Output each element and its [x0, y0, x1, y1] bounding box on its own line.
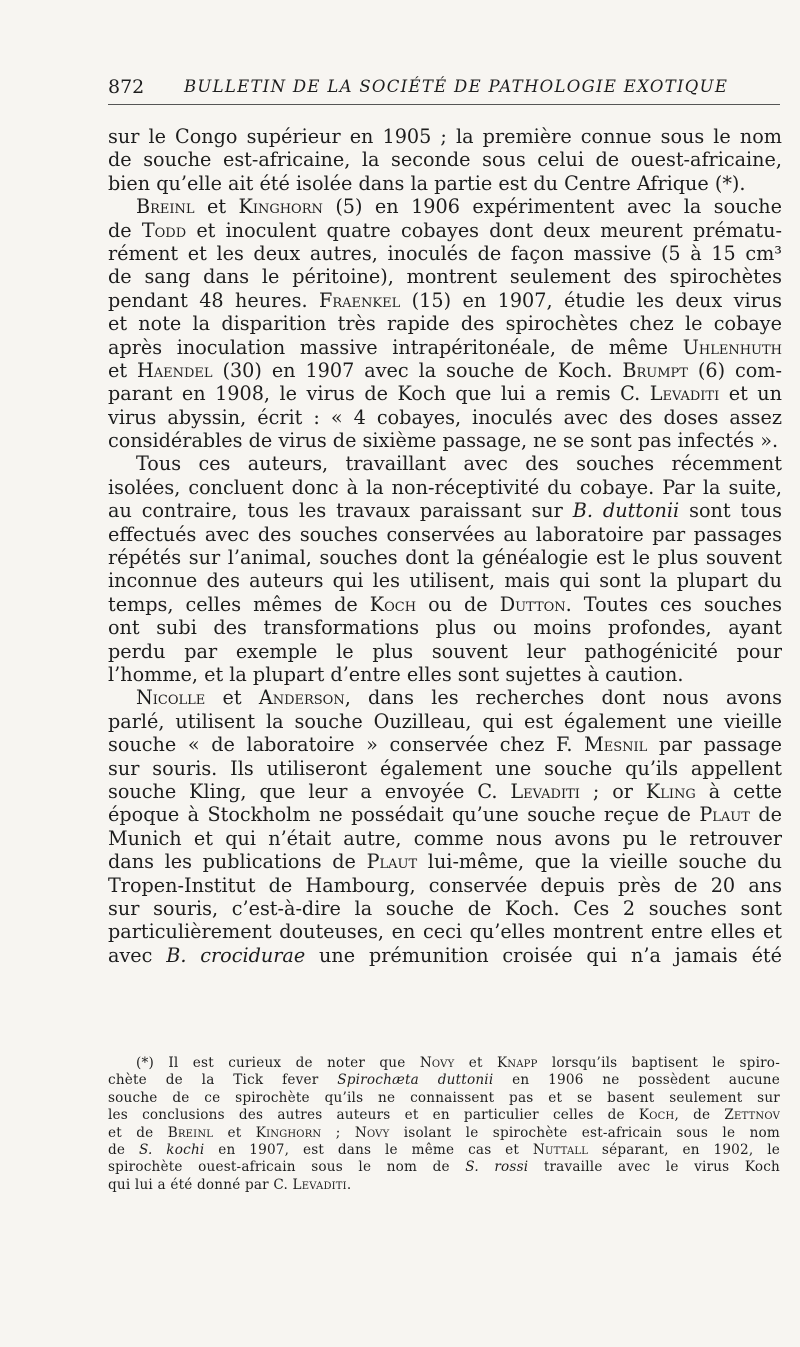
- text-run: Tous ces auteurs, travaillant avec des souches récemment: [136, 452, 782, 476]
- text-line: [108, 663, 782, 686]
- author-name: Todd: [141, 218, 187, 242]
- text-run: perdu par exemple le plus souvent leur pathogénicité pour: [108, 639, 782, 663]
- text-run: inconnue des auteurs qui les utilisent, mais qui sont la plupart du: [108, 569, 782, 593]
- author-name: Plaut: [366, 850, 418, 874]
- text-run: particulièrement douteuses, en ceci qu’elles montrent entre elles et: [108, 920, 782, 944]
- text-line: [108, 710, 782, 733]
- text-run: et inoculent quatre cobayes dont deux meurent prématu-: [186, 218, 782, 242]
- text-run: Tropen-Institut de Hambourg, conservée depuis près de 20 ans: [108, 873, 782, 897]
- text-run: de: [108, 1141, 139, 1158]
- text-line: [108, 406, 782, 429]
- text-run: dans les publications de: [108, 850, 367, 874]
- text-run: effectués avec des souches conservées au laboratoire par passages: [108, 522, 782, 546]
- text-line: [108, 780, 782, 803]
- text-line: [108, 499, 782, 522]
- text-run: qui lui a été donné par C.: [108, 1176, 293, 1193]
- author-name: Breinl: [167, 1124, 214, 1141]
- text-run: bien qu’elle ait été isolée dans la partie est du Centre Afrique (*).: [108, 171, 746, 195]
- text-run: sur souris, c’est-à-dire la souche de Koch. Ces 2 souches sont: [108, 896, 782, 920]
- text-run: sont tous: [679, 499, 782, 523]
- author-name: Levaditi: [292, 1176, 347, 1193]
- author-name: Nicolle: [136, 686, 206, 710]
- author-name: Uhlenhuth: [682, 335, 782, 359]
- text-run: les conclusions des autres auteurs et en particulier celles de: [108, 1107, 639, 1124]
- author-name: Koch: [638, 1107, 675, 1124]
- author-name: Novy: [419, 1055, 455, 1071]
- text-run: (5) en 1906 expérimentent avec la souche: [322, 195, 782, 219]
- author-name: Koch: [369, 592, 417, 616]
- text-run: sur souris. Ils utiliseront également une souche qu’ils appellent: [108, 756, 782, 780]
- text-line: [108, 897, 782, 920]
- text-run: virus abyssin, écrit : « 4 cobayes, inoculés avec des doses assez: [108, 405, 782, 429]
- species-name: B. crocidurae: [166, 943, 306, 967]
- author-name: Zettnov: [724, 1107, 780, 1124]
- text-run: de: [108, 218, 142, 242]
- text-run: (*) Il est curieux de noter que: [136, 1055, 420, 1071]
- page-number: 872: [108, 76, 145, 98]
- text-run: isolant le spirochète est-africain sous le nom: [389, 1124, 780, 1141]
- text-line: [108, 850, 782, 873]
- text-run: parant en 1908, le virus de Koch que lui a remis C.: [108, 382, 650, 406]
- text-line: [108, 219, 782, 242]
- text-run: répétés sur l’animal, souches dont la généalogie est le plus souvent: [108, 546, 782, 570]
- species-name: S. rossi: [465, 1159, 529, 1176]
- text-run: sur le Congo supérieur en 1905 ; la première connue sous le nom: [108, 125, 782, 148]
- footnote-line: [108, 1055, 780, 1072]
- text-run: temps, celles mêmes de: [108, 592, 370, 616]
- text-run: lorsqu’ils baptisent le spiro-: [537, 1055, 780, 1071]
- text-run: souche Kling, que leur a envoyée C.: [108, 779, 511, 803]
- author-name: Novy: [354, 1124, 390, 1141]
- text-run: en 1907, est dans le même cas et: [204, 1141, 533, 1158]
- text-run: l’homme, et la plupart d’entre elles sont sujettes à caution.: [108, 662, 684, 686]
- text-line: [108, 944, 782, 967]
- species-name: B. duttonii: [572, 499, 680, 523]
- text-run: .: [346, 1176, 352, 1193]
- text-run: , de: [674, 1107, 725, 1124]
- text-line: [108, 757, 782, 780]
- text-line: [108, 874, 782, 897]
- text-run: époque à Stockholm ne possédait qu’une souche reçue de: [108, 803, 700, 827]
- text-run: rément et les deux autres, inoculés de façon massive (5 à 15 cm³: [108, 241, 782, 265]
- text-run: Munich et qui n’était autre, comme nous avons pu le retrouver: [108, 826, 782, 850]
- footnote-line: [108, 1159, 780, 1176]
- author-name: Knapp: [496, 1055, 538, 1071]
- text-run: souche « de laboratoire » conservée chez F.: [108, 733, 585, 757]
- author-name: Haendel: [137, 358, 213, 382]
- text-run: avec: [108, 943, 167, 967]
- text-line: [108, 172, 782, 195]
- text-line: [108, 429, 782, 452]
- footnote-line: [108, 1090, 780, 1107]
- text-line: [108, 569, 782, 592]
- author-name: Breinl: [136, 195, 195, 219]
- author-name: Dutton: [499, 592, 566, 616]
- text-line: [108, 242, 782, 265]
- text-run: ont subi des transformations plus ou moins profondes, ayant: [108, 616, 782, 640]
- footnote-line: [108, 1125, 780, 1142]
- text-run: par passage: [647, 733, 782, 757]
- footnote: [108, 1055, 780, 1194]
- text-run: et de: [108, 1124, 168, 1141]
- text-run: à cette: [695, 779, 782, 803]
- text-line: [108, 546, 782, 569]
- author-name: Levaditi: [510, 779, 580, 803]
- text-run: après inoculation massive intrapéritonéale, de même: [108, 335, 683, 359]
- text-line: [108, 827, 782, 850]
- text-run: (15) en 1907, étudie les deux virus: [400, 288, 782, 312]
- text-line: [108, 523, 782, 546]
- author-name: Fraenkel: [319, 288, 401, 312]
- text-line: [108, 148, 782, 171]
- running-title: BULLETIN DE LA SOCIÉTÉ DE PATHOLOGIE EXOTIQUE: [184, 77, 729, 96]
- author-name: Levaditi: [649, 382, 720, 406]
- species-name: Spirochæta duttonii: [337, 1072, 494, 1089]
- text-run: pendant 48 heures.: [108, 288, 320, 312]
- footnote-line: [108, 1072, 780, 1089]
- text-run: une prémunition croisée qui n’a jamais été: [305, 943, 782, 967]
- text-run: ou de: [416, 592, 500, 616]
- text-line: [108, 265, 782, 288]
- text-line: [108, 452, 782, 475]
- author-name: Anderson: [258, 686, 345, 710]
- text-run: de souche est-africaine, la seconde sous celui de ouest-africaine,: [108, 148, 782, 172]
- text-run: (30) en 1907 avec la souche de Koch.: [212, 358, 623, 382]
- text-run: . Toutes ces souches: [565, 592, 782, 616]
- author-name: Brumpt: [622, 358, 688, 382]
- text-line: [108, 733, 782, 756]
- text-line: [108, 476, 782, 499]
- text-line: [108, 125, 782, 148]
- author-name: Kinghorn: [255, 1124, 322, 1141]
- text-line: [108, 336, 782, 359]
- text-line: [108, 686, 782, 709]
- text-line: [108, 289, 782, 312]
- body-text: [108, 125, 782, 967]
- text-run: et: [213, 1124, 256, 1141]
- text-run: considérables de virus de sixième passage, ne se sont pas infectés ».: [108, 429, 779, 453]
- text-line: [108, 616, 782, 639]
- text-run: isolées, concluent donc à la non-réceptivité du cobaye. Par la suite,: [108, 475, 782, 499]
- author-name: Mesnil: [584, 733, 648, 757]
- text-line: [108, 382, 782, 405]
- text-run: et: [205, 686, 259, 710]
- text-run: travaille avec le virus Koch: [528, 1159, 780, 1176]
- text-run: et: [194, 195, 239, 219]
- text-run: et: [108, 358, 138, 382]
- text-run: et note la disparition très rapide des spirochètes chez le cobaye: [108, 312, 782, 336]
- text-run: spirochète ouest-africain sous le nom de: [108, 1159, 466, 1176]
- text-run: parlé, utilisent la souche Ouzilleau, qui est également une vieille: [108, 709, 782, 733]
- text-run: en 1906 ne possèdent aucune: [493, 1072, 780, 1089]
- text-run: lui-même, que la vieille souche du: [417, 850, 782, 874]
- text-run: souche de ce spirochète qu’ils ne connaissent pas et se basent seulement sur: [108, 1089, 780, 1106]
- text-run: , dans les recherches dont nous avons: [344, 686, 782, 710]
- author-name: Kinghorn: [238, 195, 323, 219]
- text-run: et: [454, 1055, 497, 1071]
- text-run: (6) com-: [687, 358, 782, 382]
- text-line: [108, 312, 782, 335]
- text-line: [108, 803, 782, 826]
- text-line: [108, 920, 782, 943]
- author-name: Nuttall: [532, 1141, 589, 1158]
- text-run: de: [749, 803, 782, 827]
- text-run: ; or: [579, 779, 646, 803]
- author-name: Plaut: [699, 803, 750, 827]
- footnote-line: [108, 1142, 780, 1159]
- author-name: Kling: [645, 779, 696, 803]
- text-run: au contraire, tous les travaux paraissant sur: [108, 499, 573, 523]
- page-header: [108, 76, 780, 104]
- species-name: S. kochi: [138, 1141, 205, 1158]
- text-line: [108, 195, 782, 218]
- text-line: [108, 640, 782, 663]
- text-run: de sang dans le péritoine), montrent seulement des spirochètes: [108, 265, 782, 289]
- text-run: et un: [719, 382, 782, 406]
- footnote-line: [108, 1107, 780, 1124]
- text-run: chète de la Tick fever: [108, 1072, 338, 1089]
- text-line: [108, 359, 782, 382]
- text-run: séparant, en 1902, le: [588, 1141, 780, 1158]
- text-run: ;: [321, 1124, 355, 1141]
- header-rule: [108, 104, 780, 105]
- footnote-line: [108, 1177, 780, 1194]
- text-line: [108, 593, 782, 616]
